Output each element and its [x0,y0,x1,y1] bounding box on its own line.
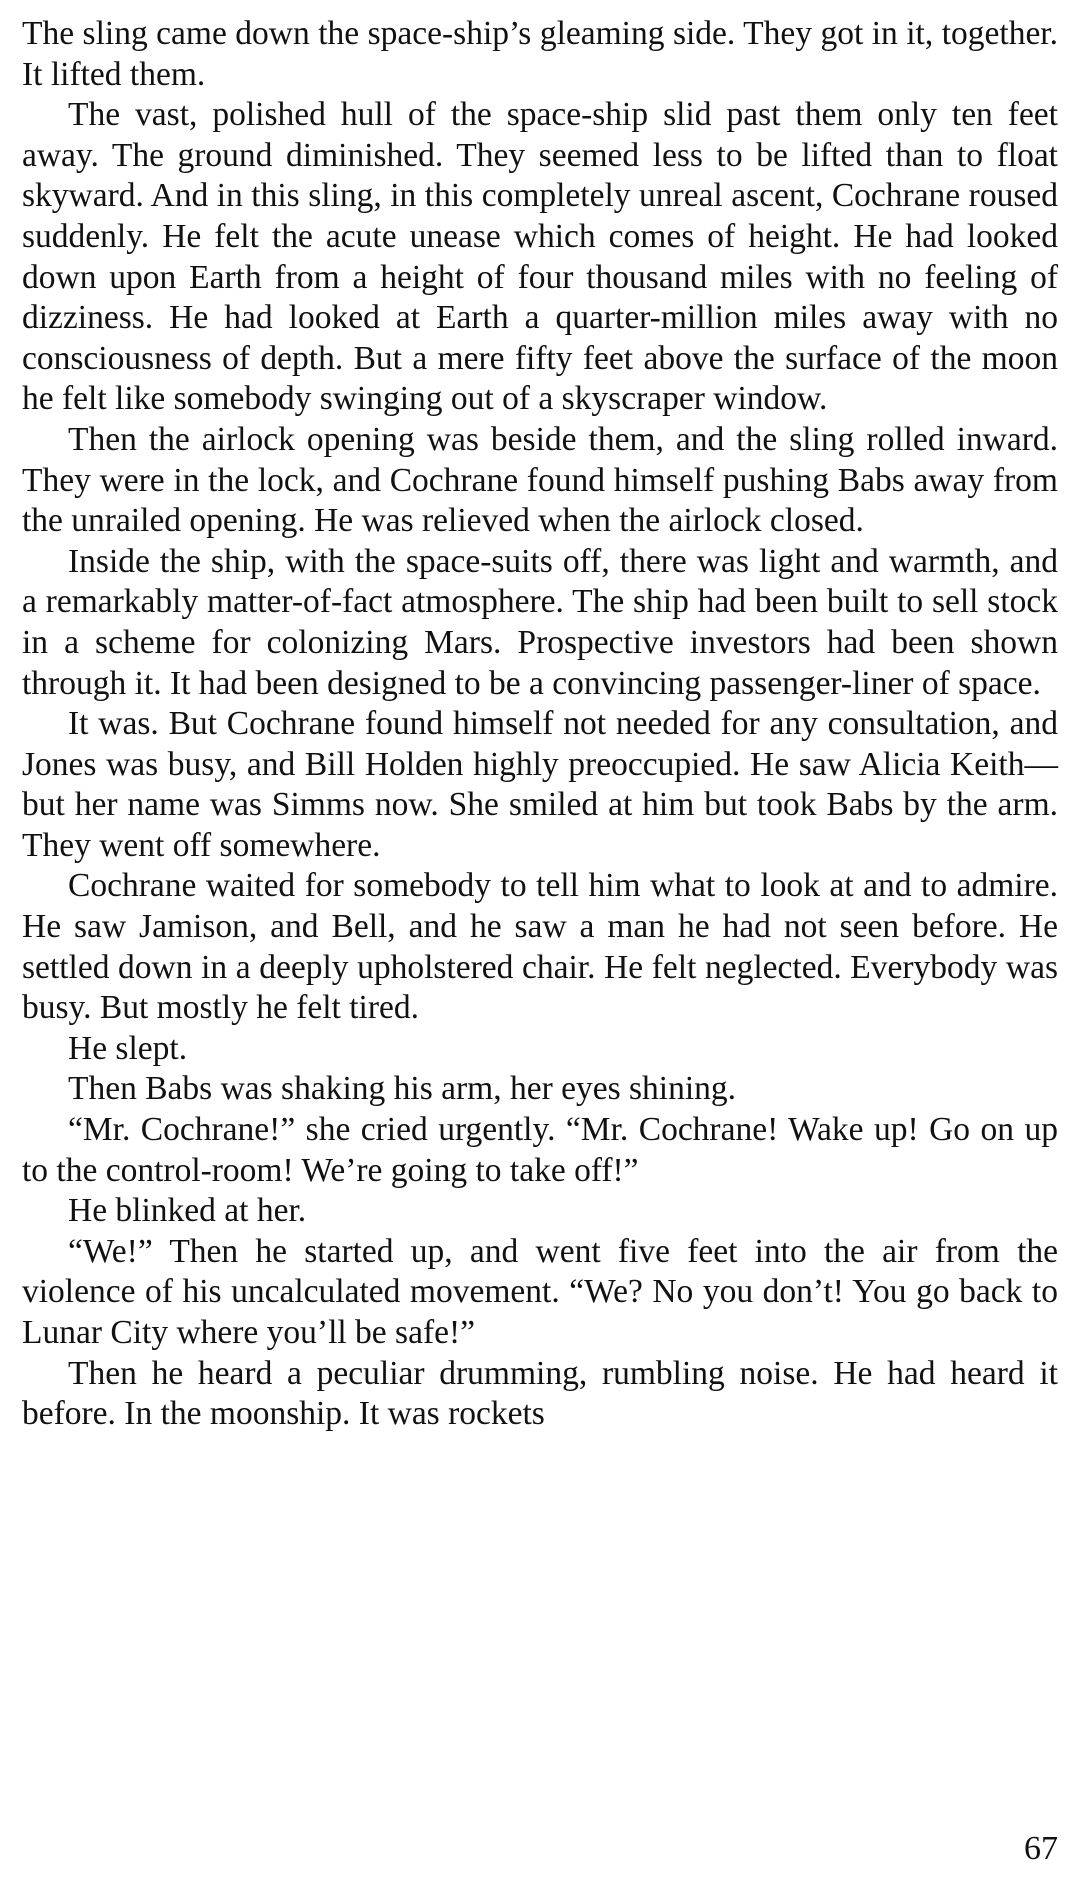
paragraph-4: Inside the ship, with the space-suits off, there was light and warmth, and a remarkably matter-of-fact atmosphere. The ship had been built to sell stock in a scheme for colonizing Mars. Prospective investors had been shown through it. It had been designed to be a convincing passenger-liner of space. [22,542,1058,702]
paragraph-9: “Mr. Cochrane!” she cried urgently. “Mr. Cochrane! Wake up! Go on up to the control-room! We’re going to take off!” [22,1111,1058,1189]
paragraph-3: Then the airlock opening was beside them, and the sling rolled inward. They were in the lock, and Cochrane found himself pushing Babs away from the unrailed opening. He was relieved when the airlock closed. [22,420,1058,540]
page-number: 67 [1024,1830,1058,1867]
paragraph-12: Then he heard a peculiar drumming, rumbling noise. He had heard it before. In the moonship. It was rockets [22,1354,1058,1433]
paragraph-7: He slept. [68,1029,188,1067]
paragraph-8: Then Babs was shaking his arm, her eyes shining. [68,1070,737,1108]
paragraph-2: The vast, polished hull of the space-ship slid past them only ten feet away. The ground diminished. They seemed less to be lifted than to float skyward. And in this sling, in this completely unreal ascent, Cochrane roused suddenly. He felt the acute unease which comes of height. He had looked down upon Earth from a height of four thousand miles with no feeling of dizziness. He had looked at Earth a quarter-million miles away with no consciousness of depth. But a mere fifty feet above the surface of the moon he felt like somebody swinging out of a skyscraper window. [22,96,1058,418]
paragraph-10: He blinked at her. [68,1192,307,1230]
page-body [22,14,1058,1435]
paragraph-11: “We!” Then he started up, and went five feet into the air from the violence of his uncalculated movement. “We? No you don’t! You go back to Lunar City where you’ll be safe!” [22,1232,1058,1351]
paragraph-1: The sling came down the space-ship’s gleaming side. They got in it, together. It lifted them. [22,15,1058,93]
paragraph-6: Cochrane waited for somebody to tell him what to look at and to admire. He saw Jamison, and Bell, and he saw a man he had not seen before. He settled down in a deeply upholstered chair. He felt neglected. Everybody was busy. But mostly he felt tired. [22,867,1058,1027]
paragraph-5: It was. But Cochrane found himself not needed for any consultation, and Jones was busy, and Bill Holden highly preoccupied. He saw Alicia Keith—but her name was Simms now. She smiled at him but took Babs by the arm. They went off somewhere. [22,705,1058,864]
